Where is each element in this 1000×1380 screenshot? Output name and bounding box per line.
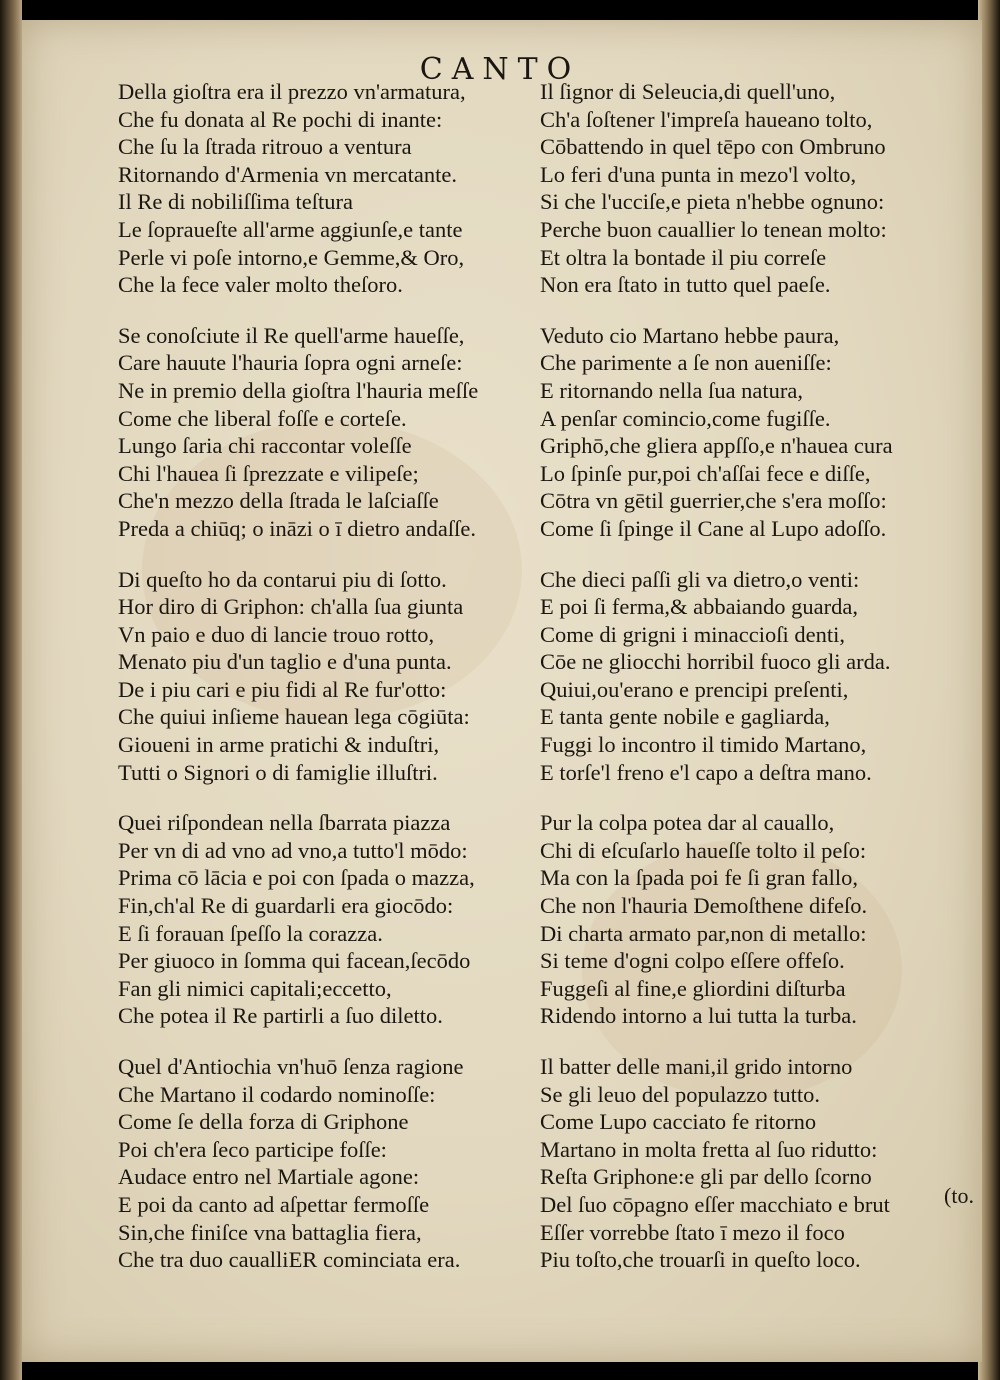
- verse-line: Chi di eſcuſarlo haueſſe tolto il peſo:: [540, 837, 867, 863]
- verse-line: Che Martano il codardo nominoſſe:: [118, 1081, 436, 1107]
- verse-line: E tanta gente nobile e gagliarda,: [540, 704, 830, 730]
- stanza: [540, 1053, 970, 1274]
- verse-line: Preda a chiūq; o ināzi o ī dietro andaſſe.: [118, 515, 477, 541]
- verse-line: Di queſto ho da contarui piu di ſotto.: [118, 566, 447, 592]
- verse-line: Chi l'hauea ſi ſprezzate e vilipeſe;: [118, 460, 419, 486]
- stanza: [540, 78, 970, 299]
- verse-line: Fuggeſi al fine,e gliordini diſturba: [540, 975, 846, 1001]
- verse-line: Di charta armato par,non di metallo:: [540, 920, 867, 946]
- verse-line: Prima cō lācia e poi con ſpada o mazza,: [118, 865, 475, 891]
- verse-line: Che'n mezzo della ſtrada le laſciaſſe: [118, 488, 439, 514]
- verse-line: Si teme d'ogni colpo eſſere offeſo.: [540, 948, 845, 974]
- verse-line: Se gli leuo del populazzo tutto.: [540, 1081, 820, 1107]
- verse-line: Reſta Griphone:e gli par dello ſcorno: [540, 1164, 872, 1190]
- verse-line: Fan gli nimici capitali;eccetto,: [118, 975, 392, 1001]
- verse-line: Sin,che finiſce vna battaglia fiera,: [118, 1219, 422, 1245]
- verse-line: Tutti o Signori o di famiglie illuſtri.: [118, 759, 438, 785]
- stanza: [118, 1053, 558, 1274]
- verse-line: Cōtra vn gētil guerrier,che s'era moſſo:: [540, 488, 887, 514]
- verse-line: Griphō,che gliera appſſo,e n'hauea cura: [540, 433, 893, 459]
- verse-line: Martano in molta fretta al ſuo ridutto:: [540, 1136, 878, 1162]
- verse-line: Cōbattendo in quel tēpo con Ombruno: [540, 134, 886, 160]
- left-column: [118, 78, 558, 1297]
- verse-line: Lo ſpinſe pur,poi ch'aſſai fece e diſſe,: [540, 460, 871, 486]
- verse-line: Della gioſtra era il prezzo vn'armatura,: [118, 79, 466, 104]
- stanza: [540, 809, 970, 1030]
- verse-line: Poi ch'era ſeco participe foſſe:: [118, 1136, 387, 1162]
- verse-line: Che potea il Re partirli a ſuo diletto.: [118, 1003, 443, 1029]
- verse-line: Che non l'hauria Demoſthene difeſo.: [540, 893, 868, 919]
- verse-line: Lungo ſaria chi raccontar voleſſe: [118, 433, 412, 459]
- verse-line: Fin,ch'al Re di guardarli era giocōdo:: [118, 893, 454, 919]
- verse-line: Ritornando d'Armenia vn mercatante.: [118, 161, 457, 187]
- verse-line: Fuggi lo incontro il timido Martano,: [540, 732, 867, 758]
- verse-line: Menato piu d'un taglio e d'una punta.: [118, 649, 452, 675]
- catchword: (to.: [944, 1183, 974, 1208]
- stanza: [118, 78, 558, 299]
- verse-line: Pur la colpa potea dar al cauallo,: [540, 810, 835, 836]
- verse-line: Ch'a ſoſtener l'impreſa haueano tolto,: [540, 106, 873, 132]
- verse-line: Che parimente a ſe non aueniſſe:: [540, 350, 832, 376]
- verse-line: Che fu donata al Re pochi di inante:: [118, 106, 443, 132]
- verse-line: Et oltra la bontade il piu correſe: [540, 244, 827, 270]
- verse-line: Del ſuo cōpagno eſſer macchiato e brut: [540, 1191, 890, 1217]
- right-column: [540, 78, 970, 1297]
- page-header: CANTO: [419, 52, 581, 87]
- stanza: [118, 809, 558, 1030]
- verse-line: Ne in premio della gioſtra l'hauria meſſe: [118, 377, 479, 403]
- verse-line: Eſſer vorrebbe ſtato ī mezo il foco: [540, 1219, 845, 1245]
- stanza: [118, 566, 558, 787]
- verse-line: Che ſu la ſtrada ritrouo a ventura: [118, 134, 412, 160]
- verse-line: Il ſignor di Seleucia,di quell'uno,: [540, 79, 836, 104]
- verse-line: Come ſe della forza di Griphone: [118, 1109, 409, 1135]
- verse-line: Le ſopraueſte all'arme aggiunſe,e tante: [118, 216, 463, 242]
- verse-line: Quiui,ou'erano e prencipi preſenti,: [540, 676, 849, 702]
- verse-line: Gioueni in arme pratichi & induſtri,: [118, 732, 440, 758]
- verse-line: De i piu cari e piu fidi al Re fur'otto:: [118, 676, 447, 702]
- verse-line: Si che l'ucciſe,e pieta n'hebbe ognuno:: [540, 189, 885, 215]
- stanza: [540, 322, 970, 543]
- verse-line: Per giuoco in ſomma qui facean,ſecōdo: [118, 948, 471, 974]
- verse-line: Che la fece valer molto theſoro.: [118, 272, 403, 298]
- verse-line: Se conoſciute il Re quell'arme haueſſe,: [118, 322, 465, 348]
- verse-line: E poi ſi ferma,& abbaiando guarda,: [540, 594, 859, 620]
- verse-line: Quei riſpondean nella ſbarrata piazza: [118, 810, 451, 836]
- verse-line: Perche buon cauallier lo tenean molto:: [540, 216, 887, 242]
- verse-line: Che tra duo caualliER cominciata era.: [118, 1247, 461, 1273]
- stanza: [540, 566, 970, 787]
- verse-line: Che dieci paſſi gli va dietro,o venti:: [540, 566, 860, 592]
- verse-line: Per vn di ad vno ad vno,a tutto'l mōdo:: [118, 837, 468, 863]
- verse-line: Ma con la ſpada poi fe ſi gran fallo,: [540, 865, 859, 891]
- verse-line: Audace entro nel Martiale agone:: [118, 1164, 420, 1190]
- verse-line: Care hauute l'hauria ſopra ogni arneſe:: [118, 350, 463, 376]
- verse-line: Come di grigni i minaccioſi denti,: [540, 621, 845, 647]
- scan-left-edge: [0, 0, 22, 1380]
- verse-line: Il Re di nobiliſſima teſtura: [118, 189, 353, 215]
- verse-line: Non era ſtato in tutto quel paeſe.: [540, 272, 831, 298]
- verse-line: Piu toſto,che trouarſi in queſto loco.: [540, 1247, 861, 1273]
- verse-line: Quel d'Antiochia vn'huō ſenza ragione: [118, 1054, 464, 1079]
- stanza: [118, 322, 558, 543]
- verse-line: Come Lupo cacciato fe ritorno: [540, 1109, 817, 1135]
- verse-line: Il batter delle mani,il grido intorno: [540, 1054, 853, 1079]
- verse-line: Che quiui inſieme hauean lega cōgiūta:: [118, 704, 470, 730]
- verse-line: Hor diro di Griphon: ch'alla ſua giunta: [118, 594, 464, 620]
- verse-line: Vn paio e duo di lancie trouo rotto,: [118, 621, 435, 647]
- verse-line: E torſe'l freno e'l capo a deſtra mano.: [540, 759, 872, 785]
- verse-line: E ſi forauan ſpeſſo la corazza.: [118, 920, 383, 946]
- verse-line: Cōe ne gliocchi horribil fuoco gli arda.: [540, 649, 891, 675]
- verse-line: A penſar comincio,come fugiſſe.: [540, 405, 831, 431]
- verse-line: Perle vi poſe intorno,e Gemme,& Oro,: [118, 244, 465, 270]
- verse-line: E ritornando nella ſua natura,: [540, 377, 804, 403]
- verse-line: Come ſi ſpinge il Cane al Lupo adoſſo.: [540, 515, 887, 541]
- verse-line: Ridendo intorno a lui tutta la turba.: [540, 1003, 857, 1029]
- verse-line: Lo feri d'una punta in mezo'l volto,: [540, 161, 857, 187]
- verse-line: Come che liberal foſſe e corteſe.: [118, 405, 407, 431]
- verse-line: E poi da canto ad aſpettar fermoſſe: [118, 1191, 430, 1217]
- verse-line: Veduto cio Martano hebbe paura,: [540, 322, 840, 348]
